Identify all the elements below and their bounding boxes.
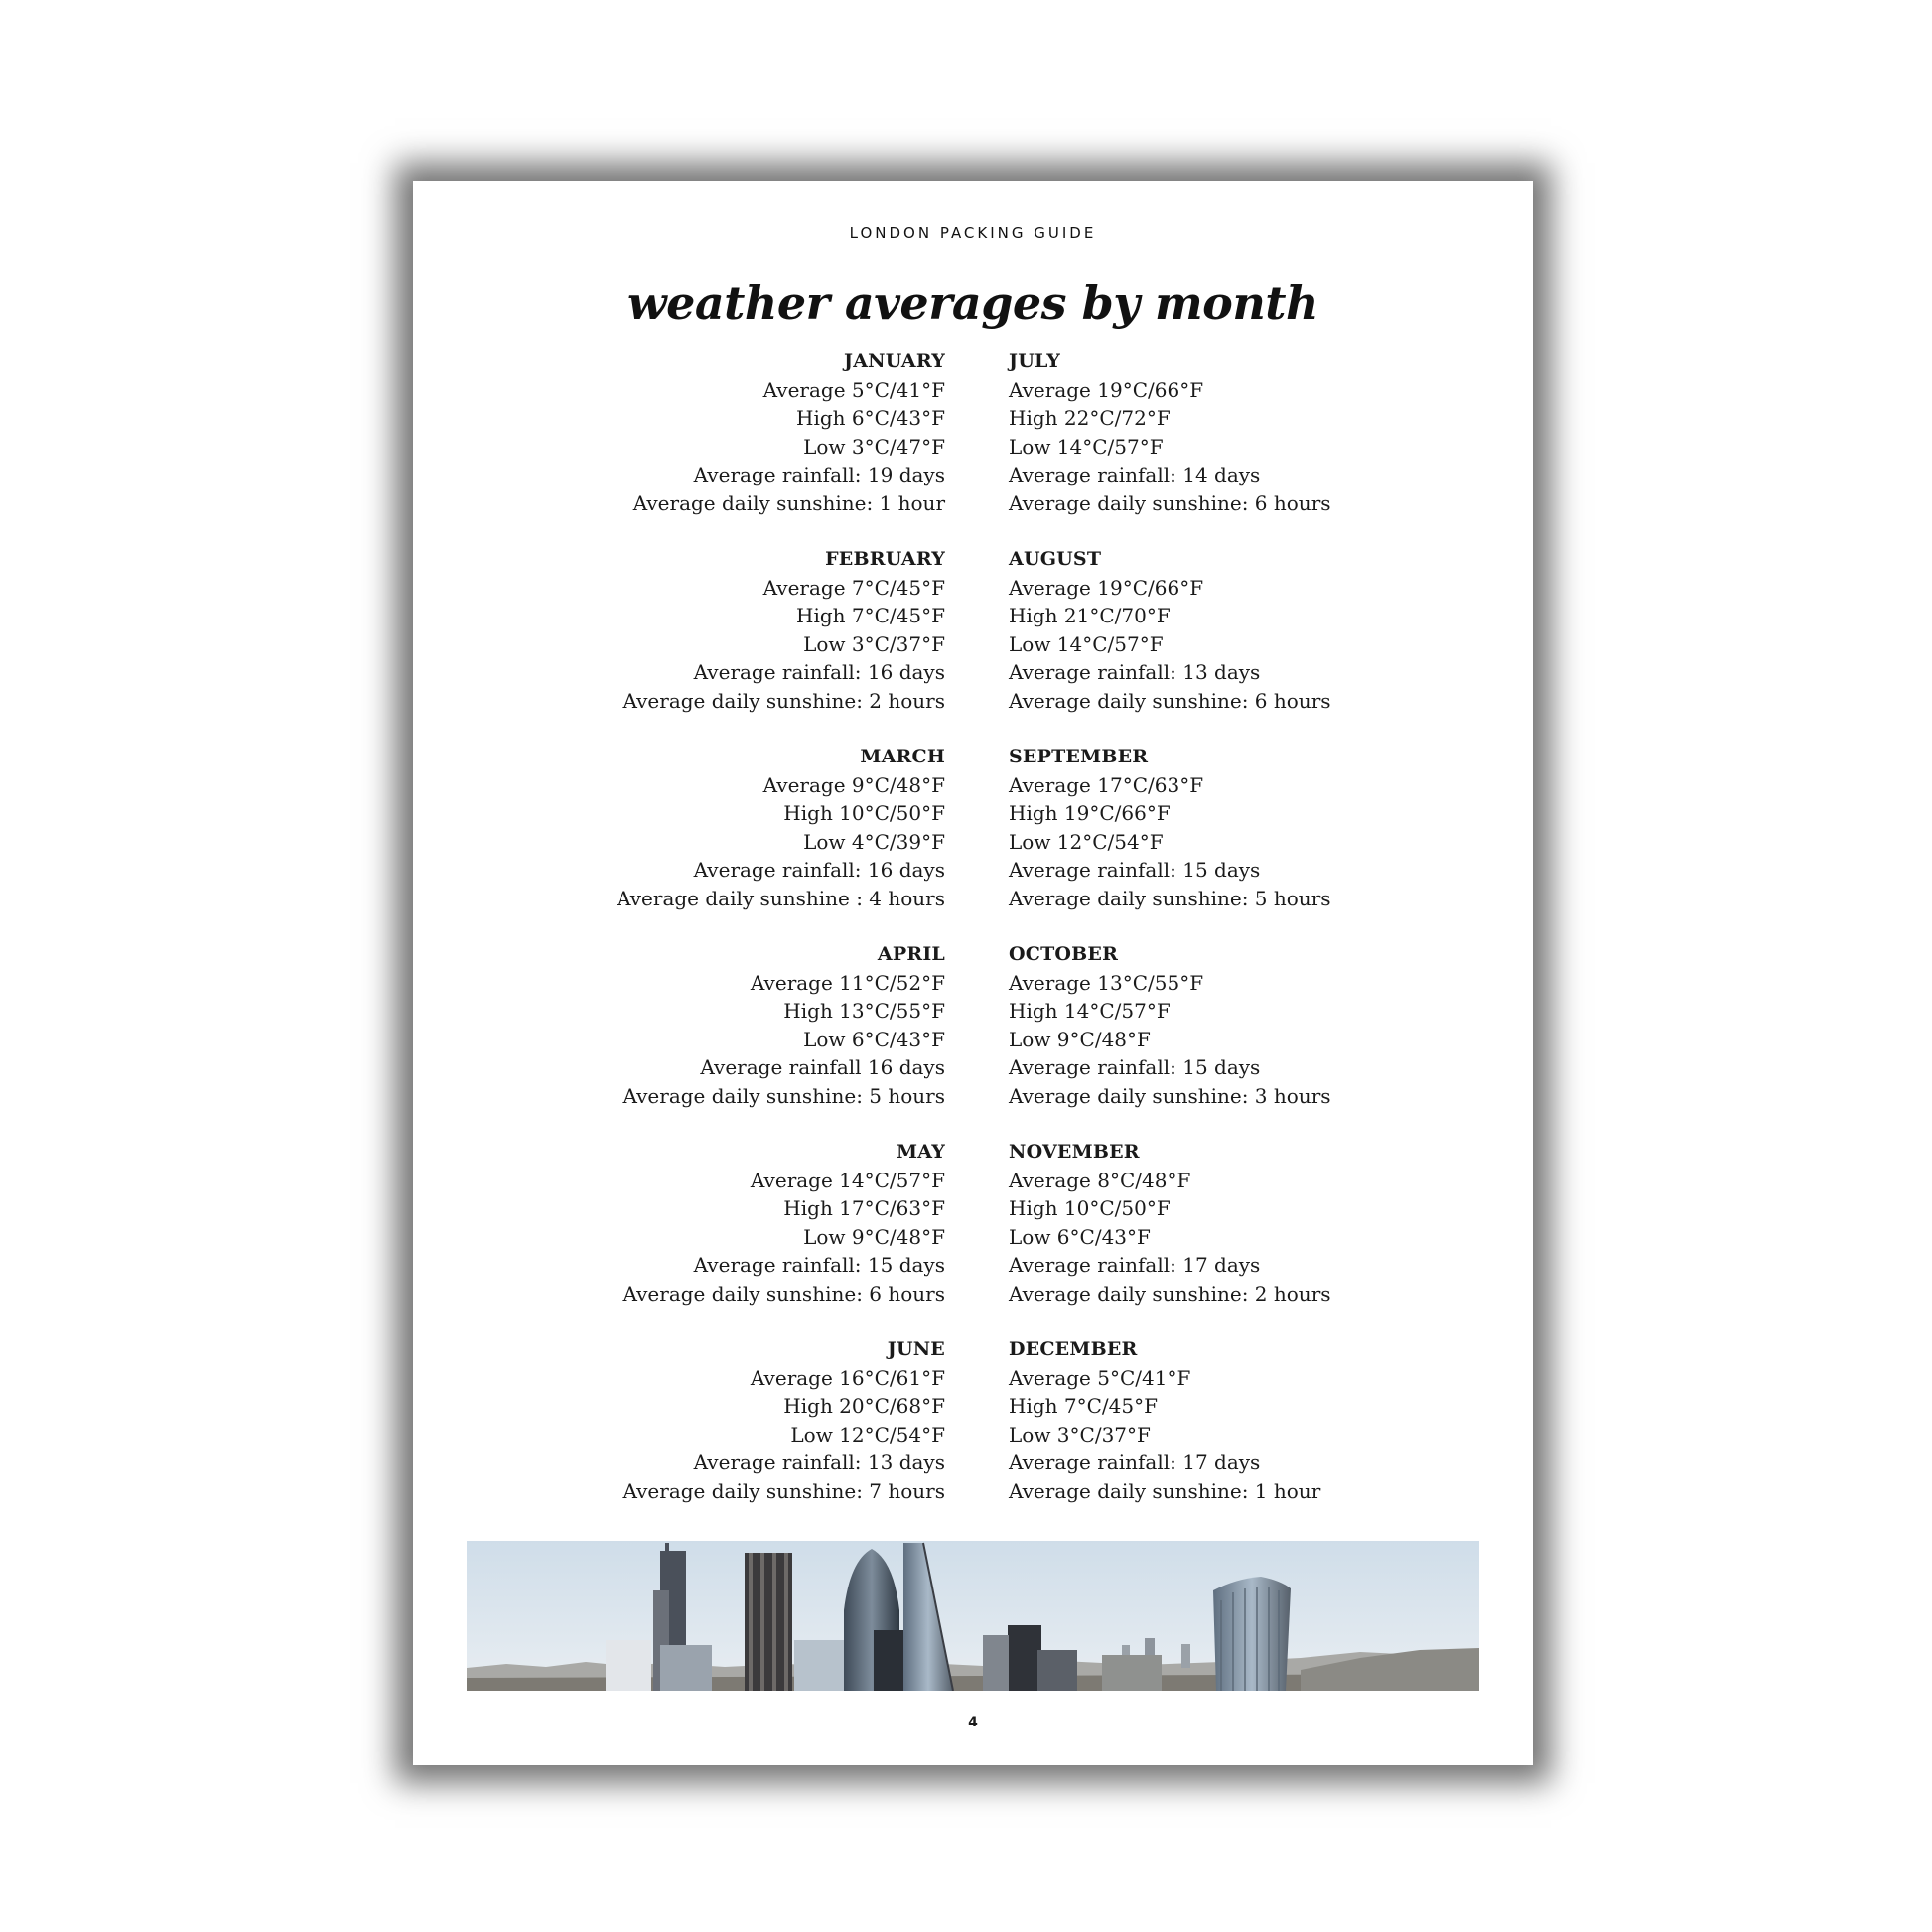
document-page <box>413 181 1533 1765</box>
sunshine: Average daily sunshine: 1 hour <box>1009 1478 1321 1503</box>
rainfall: Average rainfall: 15 days <box>693 1253 945 1277</box>
rainfall: Average rainfall: 16 days <box>693 660 945 684</box>
high-temp: High 6°C/43°F <box>796 406 945 430</box>
high-temp: High 7°C/45°F <box>796 604 945 627</box>
page-header: LONDON PACKING GUIDE <box>849 224 1097 242</box>
london-skyline-photo <box>467 1541 1479 1691</box>
white-building <box>606 1640 651 1691</box>
page-number: 4 <box>968 1715 978 1730</box>
month-block-july <box>1009 347 1446 545</box>
skyline-illustration <box>467 1541 1479 1691</box>
month-block-june <box>508 1335 945 1533</box>
tower-42-stripe <box>760 1553 764 1691</box>
rainfall: Average rainfall: 14 days <box>1009 463 1261 486</box>
low-temp: Low 14°C/57°F <box>1009 631 1164 656</box>
month-block-august <box>1009 545 1446 743</box>
average-temp: Average 14°C/57°F <box>750 1168 945 1192</box>
rainfall: Average rainfall: 15 days <box>1009 1055 1261 1079</box>
month-block-may <box>508 1138 945 1335</box>
low-temp: Low 12°C/54°F <box>1009 829 1164 854</box>
mid-grey-building <box>983 1635 1009 1691</box>
rainfall: Average rainfall: 16 days <box>693 858 945 882</box>
mid-dark-building <box>1008 1625 1041 1691</box>
low-temp: Low 3°C/37°F <box>803 631 945 656</box>
month-block-february <box>508 545 945 743</box>
low-temp: Low 3°C/47°F <box>803 434 945 459</box>
rainfall: Average rainfall: 15 days <box>1009 858 1261 882</box>
average-temp: Average 11°C/52°F <box>750 970 945 995</box>
average-temp: Average 8°C/48°F <box>1009 1168 1191 1192</box>
right-month-column <box>1009 347 1446 1533</box>
average-temp: Average 13°C/55°F <box>1009 970 1204 995</box>
low-temp: Low 6°C/43°F <box>1009 1224 1151 1249</box>
average-temp: Average 17°C/63°F <box>1009 772 1204 797</box>
sunshine: Average daily sunshine: 5 hours <box>1009 886 1331 910</box>
average-temp: Average 16°C/61°F <box>750 1365 945 1390</box>
low-temp: Low 9°C/48°F <box>803 1224 945 1249</box>
tower-42-stripe <box>749 1553 753 1691</box>
high-temp: High 21°C/70°F <box>1009 604 1171 627</box>
high-temp: High 7°C/45°F <box>1009 1394 1158 1418</box>
high-temp: High 14°C/57°F <box>1009 999 1171 1023</box>
low-temp: Low 6°C/43°F <box>803 1027 945 1051</box>
average-temp: Average 5°C/41°F <box>762 377 945 402</box>
high-temp: High 20°C/68°F <box>783 1394 945 1418</box>
glass-block <box>660 1645 712 1691</box>
month-name: JULY <box>1009 350 1061 372</box>
rainfall: Average rainfall: 17 days <box>1009 1450 1261 1474</box>
rainfall: Average rainfall: 19 days <box>693 463 945 486</box>
page-title: weather averages by month <box>627 276 1318 330</box>
high-temp: High 17°C/63°F <box>783 1196 945 1220</box>
sunshine: Average daily sunshine: 5 hours <box>622 1083 945 1108</box>
month-name: MARCH <box>860 746 945 767</box>
average-temp: Average 5°C/41°F <box>1009 1365 1191 1390</box>
average-temp: Average 9°C/48°F <box>762 772 945 797</box>
month-block-october <box>1009 940 1446 1138</box>
dark-block <box>874 1630 903 1691</box>
month-block-november <box>1009 1138 1446 1335</box>
average-temp: Average 19°C/66°F <box>1009 575 1204 600</box>
sunshine: Average daily sunshine: 1 hour <box>632 490 945 515</box>
sunshine: Average daily sunshine: 6 hours <box>622 1281 945 1306</box>
mid-low-building <box>1037 1650 1077 1691</box>
month-block-march <box>508 743 945 940</box>
month-name: SEPTEMBER <box>1009 746 1149 767</box>
distant-block <box>1102 1655 1162 1691</box>
high-temp: High 19°C/66°F <box>1009 801 1171 825</box>
sunshine: Average daily sunshine: 6 hours <box>1009 490 1331 515</box>
month-block-january <box>508 347 945 545</box>
left-month-column <box>508 347 945 1533</box>
high-temp: High 10°C/50°F <box>783 801 945 825</box>
low-temp: Low 4°C/39°F <box>803 829 945 854</box>
high-temp: High 22°C/72°F <box>1009 406 1171 430</box>
sunshine: Average daily sunshine: 2 hours <box>622 688 945 713</box>
rainfall: Average rainfall: 13 days <box>693 1450 945 1474</box>
month-name: JUNE <box>887 1338 945 1360</box>
rainfall: Average rainfall: 17 days <box>1009 1253 1261 1277</box>
rainfall: Average rainfall: 13 days <box>1009 660 1261 684</box>
low-temp: Low 12°C/54°F <box>790 1422 945 1447</box>
high-temp: High 10°C/50°F <box>1009 1196 1171 1220</box>
month-name: JANUARY <box>844 350 945 372</box>
month-block-december <box>1009 1335 1446 1533</box>
sunshine: Average daily sunshine: 3 hours <box>1009 1083 1331 1108</box>
sunshine: Average daily sunshine: 6 hours <box>1009 688 1331 713</box>
month-name: NOVEMBER <box>1009 1141 1140 1163</box>
sunshine: Average daily sunshine : 4 hours <box>617 886 945 910</box>
high-temp: High 13°C/55°F <box>783 999 945 1023</box>
average-temp: Average 19°C/66°F <box>1009 377 1204 402</box>
sunshine: Average daily sunshine: 2 hours <box>1009 1281 1331 1306</box>
distant-tower <box>1181 1644 1190 1668</box>
tower-42-stripe <box>772 1553 776 1691</box>
month-name: APRIL <box>877 943 945 965</box>
tower-42-stripe <box>784 1553 788 1691</box>
month-block-april <box>508 940 945 1138</box>
low-temp: Low 3°C/37°F <box>1009 1422 1151 1447</box>
sunshine: Average daily sunshine: 7 hours <box>622 1478 945 1503</box>
low-glass-building <box>794 1640 846 1691</box>
month-name: MAY <box>897 1141 945 1163</box>
month-block-september <box>1009 743 1446 940</box>
average-temp: Average 7°C/45°F <box>762 575 945 600</box>
rainfall: Average rainfall 16 days <box>700 1055 945 1079</box>
month-name: FEBRUARY <box>825 548 945 570</box>
month-name: OCTOBER <box>1009 943 1119 965</box>
low-temp: Low 9°C/48°F <box>1009 1027 1151 1051</box>
month-name: AUGUST <box>1009 548 1102 570</box>
tower-mast <box>665 1543 669 1553</box>
low-temp: Low 14°C/57°F <box>1009 434 1164 459</box>
month-name: DECEMBER <box>1009 1338 1138 1360</box>
